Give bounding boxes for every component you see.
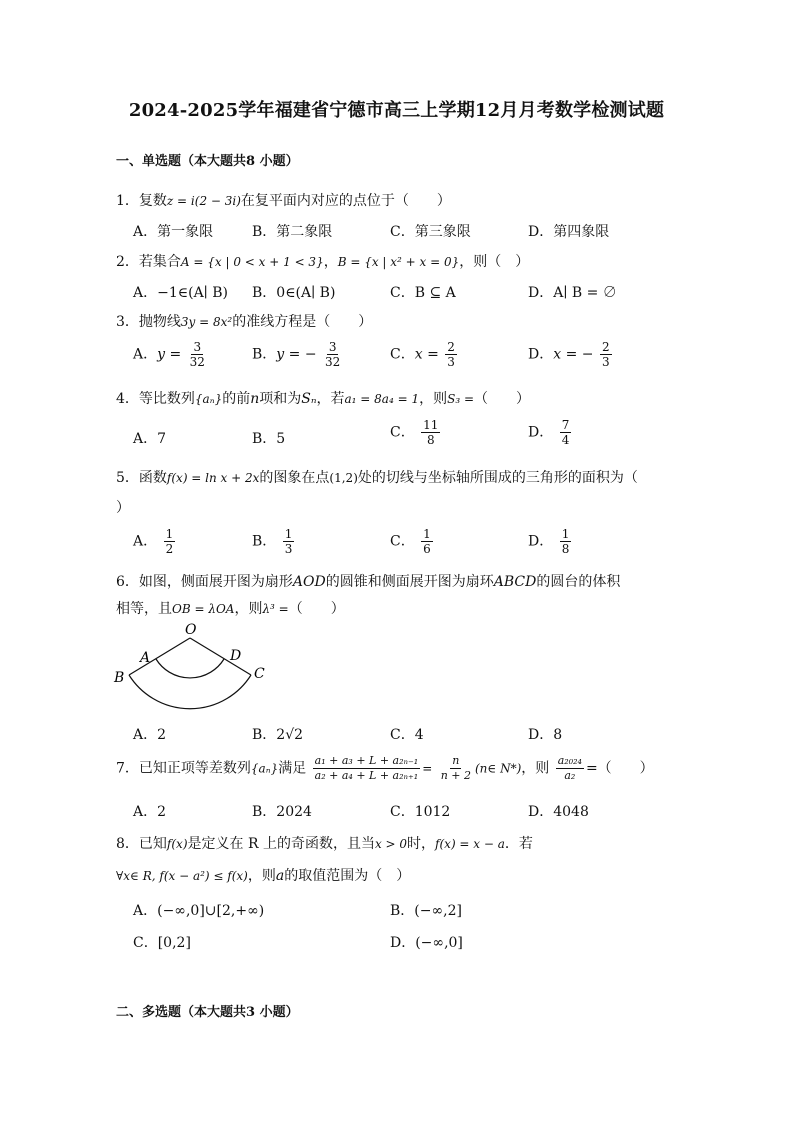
- q8-option-b: B．(−∞,2]: [390, 903, 462, 919]
- q6-option-b: B．2√2: [252, 727, 304, 743]
- q7-term-ratio: $\frac{\text{a₂₀₂₄}}{\text{a₂}}$: [557, 754, 582, 782]
- q7-option-c: C．1012: [390, 804, 451, 820]
- inner-arc: [156, 659, 224, 678]
- q1-suffix: 在复平面内对应的点位于（ ）: [240, 193, 451, 209]
- question-8-line1: 8．已知f(x)是定义在 R 上的奇函数，且当x > 0时，f(x) = x − a．若: [116, 836, 533, 852]
- q4-d-fraction: $\frac{7}{4}$: [561, 418, 570, 447]
- q7-rhs-fraction: $\frac{n}{n + 2}$: [440, 754, 471, 782]
- label-d: D: [230, 648, 242, 664]
- q8-option-c: C．[0,2]: [133, 935, 191, 951]
- q4-option-b: B．5: [252, 431, 286, 447]
- label-b: B: [114, 670, 125, 686]
- q4-option-d: D． $\frac{7}{4}$: [528, 418, 570, 447]
- q3-a-fraction: $\frac{3}{32}$: [189, 340, 205, 369]
- q2-suffix: ，则（ ）: [459, 254, 530, 270]
- sector-ring-figure: [110, 620, 280, 715]
- label-c: C: [254, 666, 265, 682]
- q3-suffix: 的准线方程是（ ）: [232, 314, 373, 330]
- question-5-stem: 5．函数f(x) = ln x + 2x的图象在点(1,2)处的切线与坐标轴所围成的三角形的面积为（: [116, 470, 638, 486]
- q2-set-b: B = {x | x² + x = 0}: [337, 255, 460, 269]
- question-2-stem: [116, 251, 529, 271]
- question-7-stem: 7．已知正项等差数列{aₙ}满足 $\frac{\text{a₁ + a₃ + L + a₂ₙ₋₁}}{\text{a₂ + a₄ + L + a₂ₙ₊₁}}$ = $\frac{n}{n + 2}$ (n∈ N*)，则 $\frac{\text{a₂₀₂₄}}{\text{a₂}}$ =（ ）: [116, 754, 654, 782]
- q2-option-a: A．−1∈(A∣ B): [133, 285, 228, 301]
- q8-option-a: A．(−∞,0]∪[2,+∞): [133, 903, 265, 919]
- q3-option-b: B．y = − $\frac{3}{32}$: [252, 340, 341, 369]
- page-title: 2024-2025学年福建省宁德市高三上学期12月月考数学检测试题: [128, 100, 665, 121]
- question-3-stem: [116, 311, 372, 331]
- question-1-stem: [116, 190, 451, 210]
- section-heading-multiple-choice: 二、多选题（本大题共3 小题）: [116, 1005, 299, 1020]
- q3-option-a: A．y = $\frac{3}{32}$: [133, 340, 205, 369]
- q2-set-a: A = {x | 0 < x + 1 < 3}: [180, 255, 324, 269]
- q3-option-d: D．x = − $\frac{2}{3}$: [528, 340, 610, 369]
- q2-separator: ，: [323, 254, 338, 270]
- q1-option-b: B．第二象限: [252, 224, 333, 240]
- q6-option-a: A．2: [133, 727, 167, 743]
- q5-option-d: D． $\frac{1}{8}$: [528, 527, 570, 556]
- section-heading-single-choice: 一、单选题（本大题共8 小题）: [116, 154, 299, 169]
- q5-option-c: C． $\frac{1}{6}$: [390, 527, 431, 556]
- label-a: A: [140, 650, 151, 666]
- q1-option-c: C．第三象限: [390, 224, 471, 240]
- q3-b-fraction: $\frac{3}{32}$: [325, 340, 341, 369]
- q4-option-a: A．7: [133, 431, 167, 447]
- question-8-line2: ∀x∈ R, f(x − a²) ≤ f(x)，则a的取值范围为（ ）: [116, 868, 411, 884]
- q4-condition: a₁ = 8a₄ = 1: [344, 392, 420, 406]
- q5-option-a: A． $\frac{1}{2}$: [133, 527, 174, 556]
- q7-option-b: B．2024: [252, 804, 312, 820]
- q7-option-a: A．2: [133, 804, 167, 820]
- q3-option-c: C．x = $\frac{2}{3}$: [390, 340, 455, 369]
- q2-option-b: B．0∈(A∣ B): [252, 285, 336, 301]
- q4-option-c: C． $\frac{11}{8}$: [390, 418, 439, 447]
- q2-option-d: D．A∣ B = ∅: [528, 285, 617, 301]
- q7-sum-ratio: $\frac{\text{a₁ + a₃ + L + a₂ₙ₋₁}}{\text{a₂ + a₄ + L + a₂ₙ₊₁}}$: [314, 754, 419, 782]
- q3-expression: 3y = 8x²: [180, 315, 233, 329]
- q6-option-c: C．4: [390, 727, 424, 743]
- q5-option-b: B． $\frac{1}{3}$: [252, 527, 293, 556]
- question-6-line1: 6．如图，侧面展开图为扇形AOD的圆锥和侧面展开图为扇环ABCD的圆台的体积: [116, 574, 621, 590]
- q6-option-d: D．8: [528, 727, 563, 743]
- q4-c-fraction: $\frac{11}{8}$: [423, 418, 439, 447]
- radius-oc: [190, 638, 251, 675]
- q8-option-d: D．(−∞,0]: [390, 935, 463, 951]
- q3-c-fraction: $\frac{2}{3}$: [447, 340, 455, 369]
- q3-prefix: 3．抛物线: [116, 314, 181, 330]
- q2-prefix: 2．若集合: [116, 254, 181, 270]
- q1-option-d: D．第四象限: [528, 224, 610, 240]
- question-4-stem: 4．等比数列{aₙ}的前n项和为Sₙ，若a₁ = 8a₄ = 1，则S₃ =（ ）: [116, 391, 530, 407]
- q3-d-fraction: $\frac{2}{3}$: [601, 340, 610, 369]
- question-5-line2: ）: [116, 500, 130, 516]
- question-6-line2: 相等，且OB = λOA，则λ³ =（ ）: [116, 601, 345, 617]
- radius-ob: [129, 638, 190, 675]
- q1-option-a: A．第一象限: [133, 224, 214, 240]
- q1-expression: z = i(2 − 3i): [166, 194, 241, 208]
- q4-sequence: {aₙ}: [194, 392, 223, 406]
- q5-function: f(x) = ln x + 2x: [166, 471, 260, 485]
- q1-prefix: 1．复数: [116, 193, 167, 209]
- q7-option-d: D．4048: [528, 804, 589, 820]
- q6-vector-relation: OB = λOA: [172, 602, 235, 616]
- q2-option-c: C．B ⊆ A: [390, 285, 456, 301]
- label-o: O: [185, 622, 197, 638]
- outer-arc: [129, 675, 251, 709]
- q5-point: (1,2): [329, 471, 358, 485]
